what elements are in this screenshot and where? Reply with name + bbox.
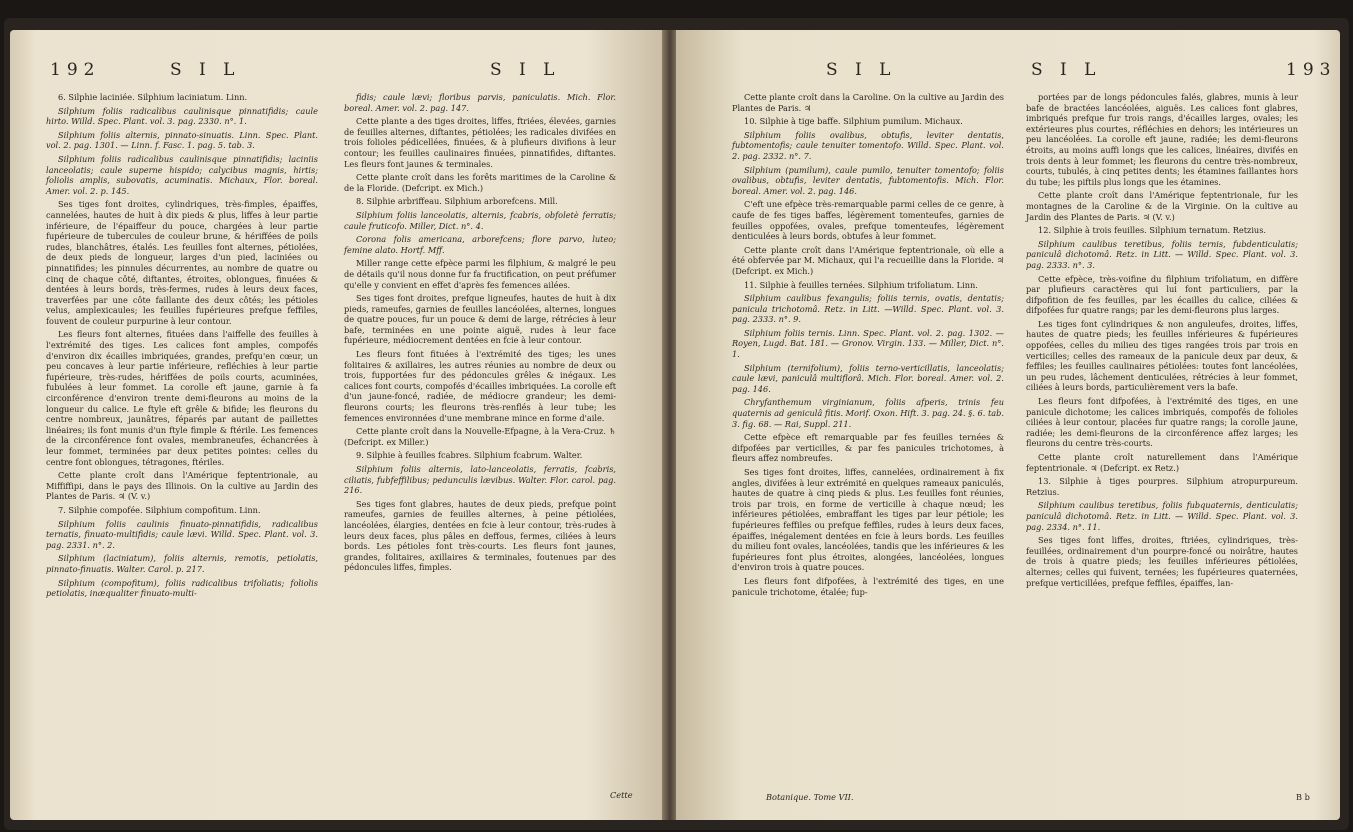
- latin-description: Corona folis americana, arborefcens; flore parvo, luteo; femine alato. Hortf. Mff.: [344, 234, 616, 255]
- paragraph: Ses tiges font droites, liffes, cannelées, ordinairement à fix angles, divifées à leur extrémité en quelques rameaux paniculés, hautes de quatre à cinq pieds & plus. Les feuilles font réunies, trois par trois, en forme de verticille à chaque nœud; les inférieures pétiolées, embraffant les tiges par leur pétiole; les fupérieures feffiles ou prefque feffiles, rudes à leurs deux faces, épaiffes, inégalement dentées en fcie à leurs bords. Les feuilles du milieu font ovales, lancéolées, tandis que les inférieures & les fupérieures font plus étroites, alongées, lancéolées, longues d'environ trois à quatre pouces.: [732, 467, 1004, 573]
- latin-description: Silphium foliis lanceolatis, alternis, fcabris, obfoletè ferratis; caule fruticofo. Miller, Dict. n°. 4.: [344, 209, 616, 231]
- paragraph: Ses tiges font droites, prefque ligneufes, hautes de huit à dix pieds, rameufes, garnies de feuilles lancéolées, alternes, longues de quatre pouces, fur un pouce & demi de large, rétrécies à leur bafe, terminées en une pointe aiguë, rudes à leur face fupérieure, médiocrement dentées en fcie à leur contour.: [344, 293, 616, 346]
- paragraph: C'eft une efpèce très-remarquable parmi celles de ce genre, à caufe de fes tiges baffes, légèrement tomenteufes, garnies de feuilles oppofées, ovales, prefque tomenteufes, légèrement denticulées à leurs bords, obtufes à leur fommet.: [732, 199, 1004, 242]
- catchword: Cette: [610, 790, 633, 800]
- left-page-header: [10, 60, 664, 86]
- running-head: S I L: [490, 60, 561, 80]
- latin-description: Silphium foliis ternis. Linn. Spec. Plant. vol. 2. pag. 1302. — Royen, Lugd. Bat. 181. — Gronov. Virgin. 133. — Miller, Dict. n°. 1.: [732, 327, 1004, 360]
- right-column-2: [1026, 92, 1298, 591]
- page-number-right: 193: [1286, 60, 1337, 80]
- volume-footer: Botanique. Tome VII.: [766, 792, 854, 802]
- latin-description: Silphium caulibus teretibus, foliis fubquaternis, denticulatis; paniculâ dichotomâ. Retz. in Litt. — Willd. Spec. Plant. vol. 3. pag. 2334. n°. 11.: [1026, 500, 1298, 532]
- paragraph: Les fleurs font difpofées, à l'extrémité des tiges, en une panicule trichotome, étalée; fup-: [732, 575, 1004, 597]
- paragraph: Cette plante croît dans l'Amérique feptentrionale, fur les montagnes de la Caroline & de la Virginie. On la cultive au Jardin des Plantes de Paris. ♃ (V. v.): [1026, 190, 1298, 222]
- latin-description: Silphium (ternifolium), foliis terno-verticillatis, lanceolatis; caule lævi, paniculâ multiflorâ. Mich. Flor. boreal. Amer. vol. 2. pag. 146.: [732, 362, 1004, 394]
- latin-description: Silphium caulibus fexangulis; foliis ternis, ovatis, dentatis; panicula trichotomâ. Retz. in Litt. —Willd. Spec. Plant. vol. 3. pag. 2333. n°. 9.: [732, 293, 1004, 325]
- entry-heading: 6. Silphie laciniée. Silphium laciniatum. Linn.: [58, 92, 248, 102]
- latin-description: Silphium (pumilum), caule pumilo, tenuiter tomentofo; foliis ovalibus, obtufis, leviter dentatis, fubtomentofis. Mich. Flor. boreal. Amer. vol. 2. pag. 146.: [732, 164, 1004, 196]
- latin-description: Silphium (compofitum), foliis radicalibus trifoliatis; foliolis petiolatis, inæqualiter finuato-multi-: [46, 577, 318, 599]
- latin-description: Silphium foliis alternis, lato-lanceolatis, ferratis, fcabris, ciliatis, fubfeffilibus; pedunculis lævibus. Walter. Flor. carol. pag. 216.: [344, 464, 616, 496]
- paragraph: Cette plante croît dans la Nouvelle-Efpagne, à la Vera-Cruz. ♄ (Defcript. ex Miller.): [344, 426, 616, 447]
- entry-heading: 10. Silphie à tige baffe. Silphium pumilum. Michaux.: [744, 116, 963, 127]
- latin-description: Silphium foliis radicalibus caulinisque pinnatifidis; laciniis lanceolatis; caule superne hispido; calycibus magnis, hirtis; foliolis amplis, subovatis, acuminatis. Michaux, Flor. boreal. Amer. vol. 2. p. 145.: [46, 153, 318, 196]
- paragraph: Cette efpèce eft remarquable par fes feuilles ternées & difpofées par verticilles, & par fes panicules trichotomes, à fleurs affez nombreufes.: [732, 432, 1004, 464]
- entry-heading: 11. Silphie à feuilles ternées. Silphium trifoliatum. Linn.: [744, 279, 978, 290]
- latin-description: Silphium (laciniatum), foliis alternis, remotis, petiolatis, pinnato-finuatis. Walter. Carol. p. 217.: [46, 553, 318, 574]
- paragraph: Ses tiges font liffes, droites, ftriées, cylindriques, très-feuillées, ordinairement d'un pourpre-foncé ou noirâtre, hautes de trois à quatre pieds; les feuilles inférieures pétiolées, alternes; celles qui fuivent, ternées; les fupérieures quaternées, prefque verticillées, prefque feffiles, épaiffes, lan-: [1026, 535, 1298, 588]
- running-head: S I L: [826, 60, 897, 80]
- entry-heading: 7. Silphie compofée. Silphium compofitum. Linn.: [58, 504, 261, 515]
- entry-heading: 8. Silphie arbriffeau. Silphium arborefcens. Mill.: [356, 196, 558, 207]
- latin-description: Silphium foliis radicalibus caulinisque pinnatifidis; caule hirto. Willd. Spec. Plant. vol. 3. pag. 2330. n°. 1.: [46, 105, 318, 127]
- latin-description: Silphium foliis caulinis finuato-pinnatifidis, radicalibus ternatis, finuato-multifidis; caule lævi. Willd. Spec. Plant. vol. 3. pag. 2331. n°. 2.: [46, 518, 318, 550]
- paragraph: Ses tiges font droites, cylindriques, très-fimples, épaiffes, cannelées, hautes de huit à dix pieds & plus, liffes à leur partie inférieure, de l'épaiffeur du pouce, chargées à leur partie fupérieure de tubercules de couleur brune, & hériffées de poils rudes, blanchâtres, étalés. Les feuilles font alternes, pétiolées, de deux pieds de longueur, larges d'un pied, laciniées ou pinnatifides; les pinnules décurrentes, au nombre de quatre ou cinq de chaque côté, diftantes, étroites, oblongues, finuées & dentées à leurs bords, très-fermes, rudes à leurs deux faces, traverfées par une côte faillante des deux côtés; les pétioles velus, amplexicaules; les feuilles fupérieures prefque feffiles, fouvent de couleur purpurine à leur contour.: [46, 199, 318, 326]
- paragraph: Les tiges font cylindriques & non anguleufes, droites, liffes, hautes de quatre pieds; les feuilles inférieures & fupérieures oppofées, celles du milieu des tiges rangées trois par trois en verticilles; celles des rameaux de la panicule deux par deux, & feffiles; les feuilles caulinaires pétiolées: toutes font lancéolées, un peu rudes, lâchement denticulées, rétrécies à leur fommet, ciliées à leurs bords, particulièrement vers la bafe.: [1026, 318, 1298, 393]
- right-column-1: [732, 92, 1004, 600]
- left-column-2: [344, 92, 616, 576]
- paragraph: Cette plante croît dans la Caroline. On la cultive au Jardin des Plantes de Paris. ♃: [732, 92, 1004, 113]
- paragraph: Cette plante a des tiges droites, liffes, ftriées, élevées, garnies de feuilles alternes, diftantes, pétiolées; les radicales divifées en trois folioles pédicellées, finuées, & à plufieurs divifions à leur contour; les feuilles caulinaires finuées, pinnatifides, diftantes. Les fleurs font jaunes & terminales.: [344, 116, 616, 169]
- latin-description: Silphium foliis alternis, pinnato-sinuatis. Linn. Spec. Plant. vol. 2. pag. 1301. — Linn. f. Fasc. 1. pag. 5. tab. 3.: [46, 129, 318, 151]
- paragraph: Miller range cette efpèce parmi les filphium, & malgré le peu de détails qu'il nous donne fur fa fructification, on peut préfumer qu'elle y convient en effet d'après fes femences ailées.: [344, 258, 616, 290]
- paragraph: Cette plante croît dans l'Amérique feptentrionale, au Miffiffipi, dans le pays des Illinois. On la cultive au Jardin des Plantes de Paris. ♃ (V. v.): [46, 470, 318, 502]
- paragraph: Cette plante croît dans les forêts maritimes de la Caroline & de la Floride. (Defcript. ex Mich.): [344, 172, 616, 193]
- entry-heading: 9. Silphie à feuilles fcabres. Silphium fcabrum. Walter.: [356, 450, 583, 461]
- running-head: S I L: [170, 60, 241, 80]
- signature-mark: B b: [1296, 792, 1310, 802]
- entry-heading: 12. Silphie à trois feuilles. Silphium ternatum. Retzius.: [1038, 225, 1267, 236]
- latin-description: fidis; caule lævi; floribus parvis, paniculatis. Mich. Flor. boreal. Amer. vol. 2. pag. 147.: [344, 92, 616, 113]
- paragraph: Cette plante croît dans l'Amérique feptentrionale, où elle a été obfervée par M. Michaux, qui l'a recueillie dans la Floride. ♃ (Defcript. ex Mich.): [732, 244, 1004, 276]
- paragraph: Cette efpèce, très-voifine du filphium trifoliatum, en diffère par plufieurs caractères qui lui font particuliers, par la difpofition de fes feuilles, par les écailles du calice, ciliées & difpofées fur quatre rangs; par les demi-fleurons plus larges.: [1026, 273, 1298, 316]
- left-column-1: [46, 92, 318, 602]
- right-page: [676, 30, 1340, 820]
- left-page: [10, 30, 664, 820]
- latin-description: Silphium caulibus teretibus, foliis ternis, fubdenticulatis; paniculâ dichotomâ. Retz. in Litt. — Willd. Spec. Plant. vol. 3. pag. 2333. n°. 3.: [1026, 238, 1298, 270]
- running-head: S I L: [1031, 60, 1102, 80]
- latin-description: Silphium foliis ovalibus, obtufis, leviter dentatis, fubtomentofis; caule tenuiter tomentofo. Willd. Spec. Plant. vol. 2. pag. 2332. n°. 7.: [732, 129, 1004, 161]
- paragraph: portées par de longs pédoncules falés, glabres, munis à leur bafe de bractées lancéolées, aiguës. Les calices font glabres, imbriqués prefque fur trois rangs, d'écailles larges, ovales; les extérieures plus courtes, réfléchies en dehors; les intérieures un peu lancéolées. La corolle eft jaune, radiée; les demi-fleurons étroits, au moins auffi longs que les calices, linéaires, divifés en trois dents à leur fommet; les fleurons du centre très-nombreux, courts, tubulés, à cinq petites dents; les étamines faillantes hors du tube; les piftils plus longs que les étamines.: [1026, 92, 1298, 187]
- paragraph: Les fleurs font fituées à l'extrémité des tiges; les unes folitaires & axillaires, les autres réunies au nombre de deux ou trois, fupportées fur des pédoncules grêles & inégaux. Les calices font courts, compofés d'écailles imbriquées. La corolle eft d'un jaune-foncé, radiée, de médiocre grandeur; les demi-fleurons courts; les fleurons très-renflés à leur tube; les femences environnées d'une membrane mince en forme d'aile.: [344, 349, 616, 423]
- paragraph: Les fleurs font difpofées, à l'extrémité des tiges, en une panicule dichotome; les calices imbriqués, compofés de folioles ciliées à leur contour, placées fur quatre rangs; la corolle jaune, radiée; les demi-fleurons de la circonférence affez larges; les fleurons du centre très-courts.: [1026, 396, 1298, 449]
- paragraph: Cette plante croît naturellement dans l'Amérique feptentrionale. ♃ (Defcript. ex Retz.): [1026, 452, 1298, 473]
- entry-heading: 13. Silphie à tiges pourpres. Silphium atropurpureum. Retzius.: [1026, 476, 1298, 497]
- right-page-header: [676, 60, 1340, 86]
- paragraph: Ses tiges font glabres, hautes de deux pieds, prefque point rameufes, garnies de feuilles alternes, à peine pétiolées, lancéolées, élargies, dentées en fcie à leur contour, très-rudes à leurs deux faces, plus pâles en deffous, fermes, ciliées à leurs bords. Les pétioles font très-courts. Les fleurs font jaunes, grandes, folitaires, axillaires & terminales, foutenues par des pédoncules liffes, fimples.: [344, 498, 616, 573]
- page-number-left: 192: [50, 60, 101, 80]
- paragraph: Les fleurs font alternes, fituées dans l'aiffelle des feuilles à l'extrémité des tiges. Les calices font amples, compofés d'environ dix écailles imbriquées, grandes, prefqu'en cœur, un peu concaves à leur partie inférieure, refléchies à leur partie fupérieure, très-rudes, hériffées de poils courts, acuminées, fubulées à leur fommet. La corolle eft jaune, garnie à fa circonférence d'environ trente demi-fleurons au moins de la longueur du calice. Le ftyle eft grêle & bifide; les fleurons du centre nombreux, jaunâtres, féparés par autant de paillettes linéaires; ils font munis d'un ftyle fimple & ftérile. Les femences de la circonférence font ovales, membraneufes, échancrées à leur fommet, terminées par deux petites pointes: celles du centre font oblongues, tétragones, ftériles.: [46, 329, 318, 467]
- latin-description: Chryfanthemum virginianum, foliis afperis, trinis feu quaternis ad geniculâ fitis. Morif. Oxon. Hift. 3. pag. 24. §. 6. tab. 3. fig. 68. — Rai, Suppl. 211.: [732, 397, 1004, 429]
